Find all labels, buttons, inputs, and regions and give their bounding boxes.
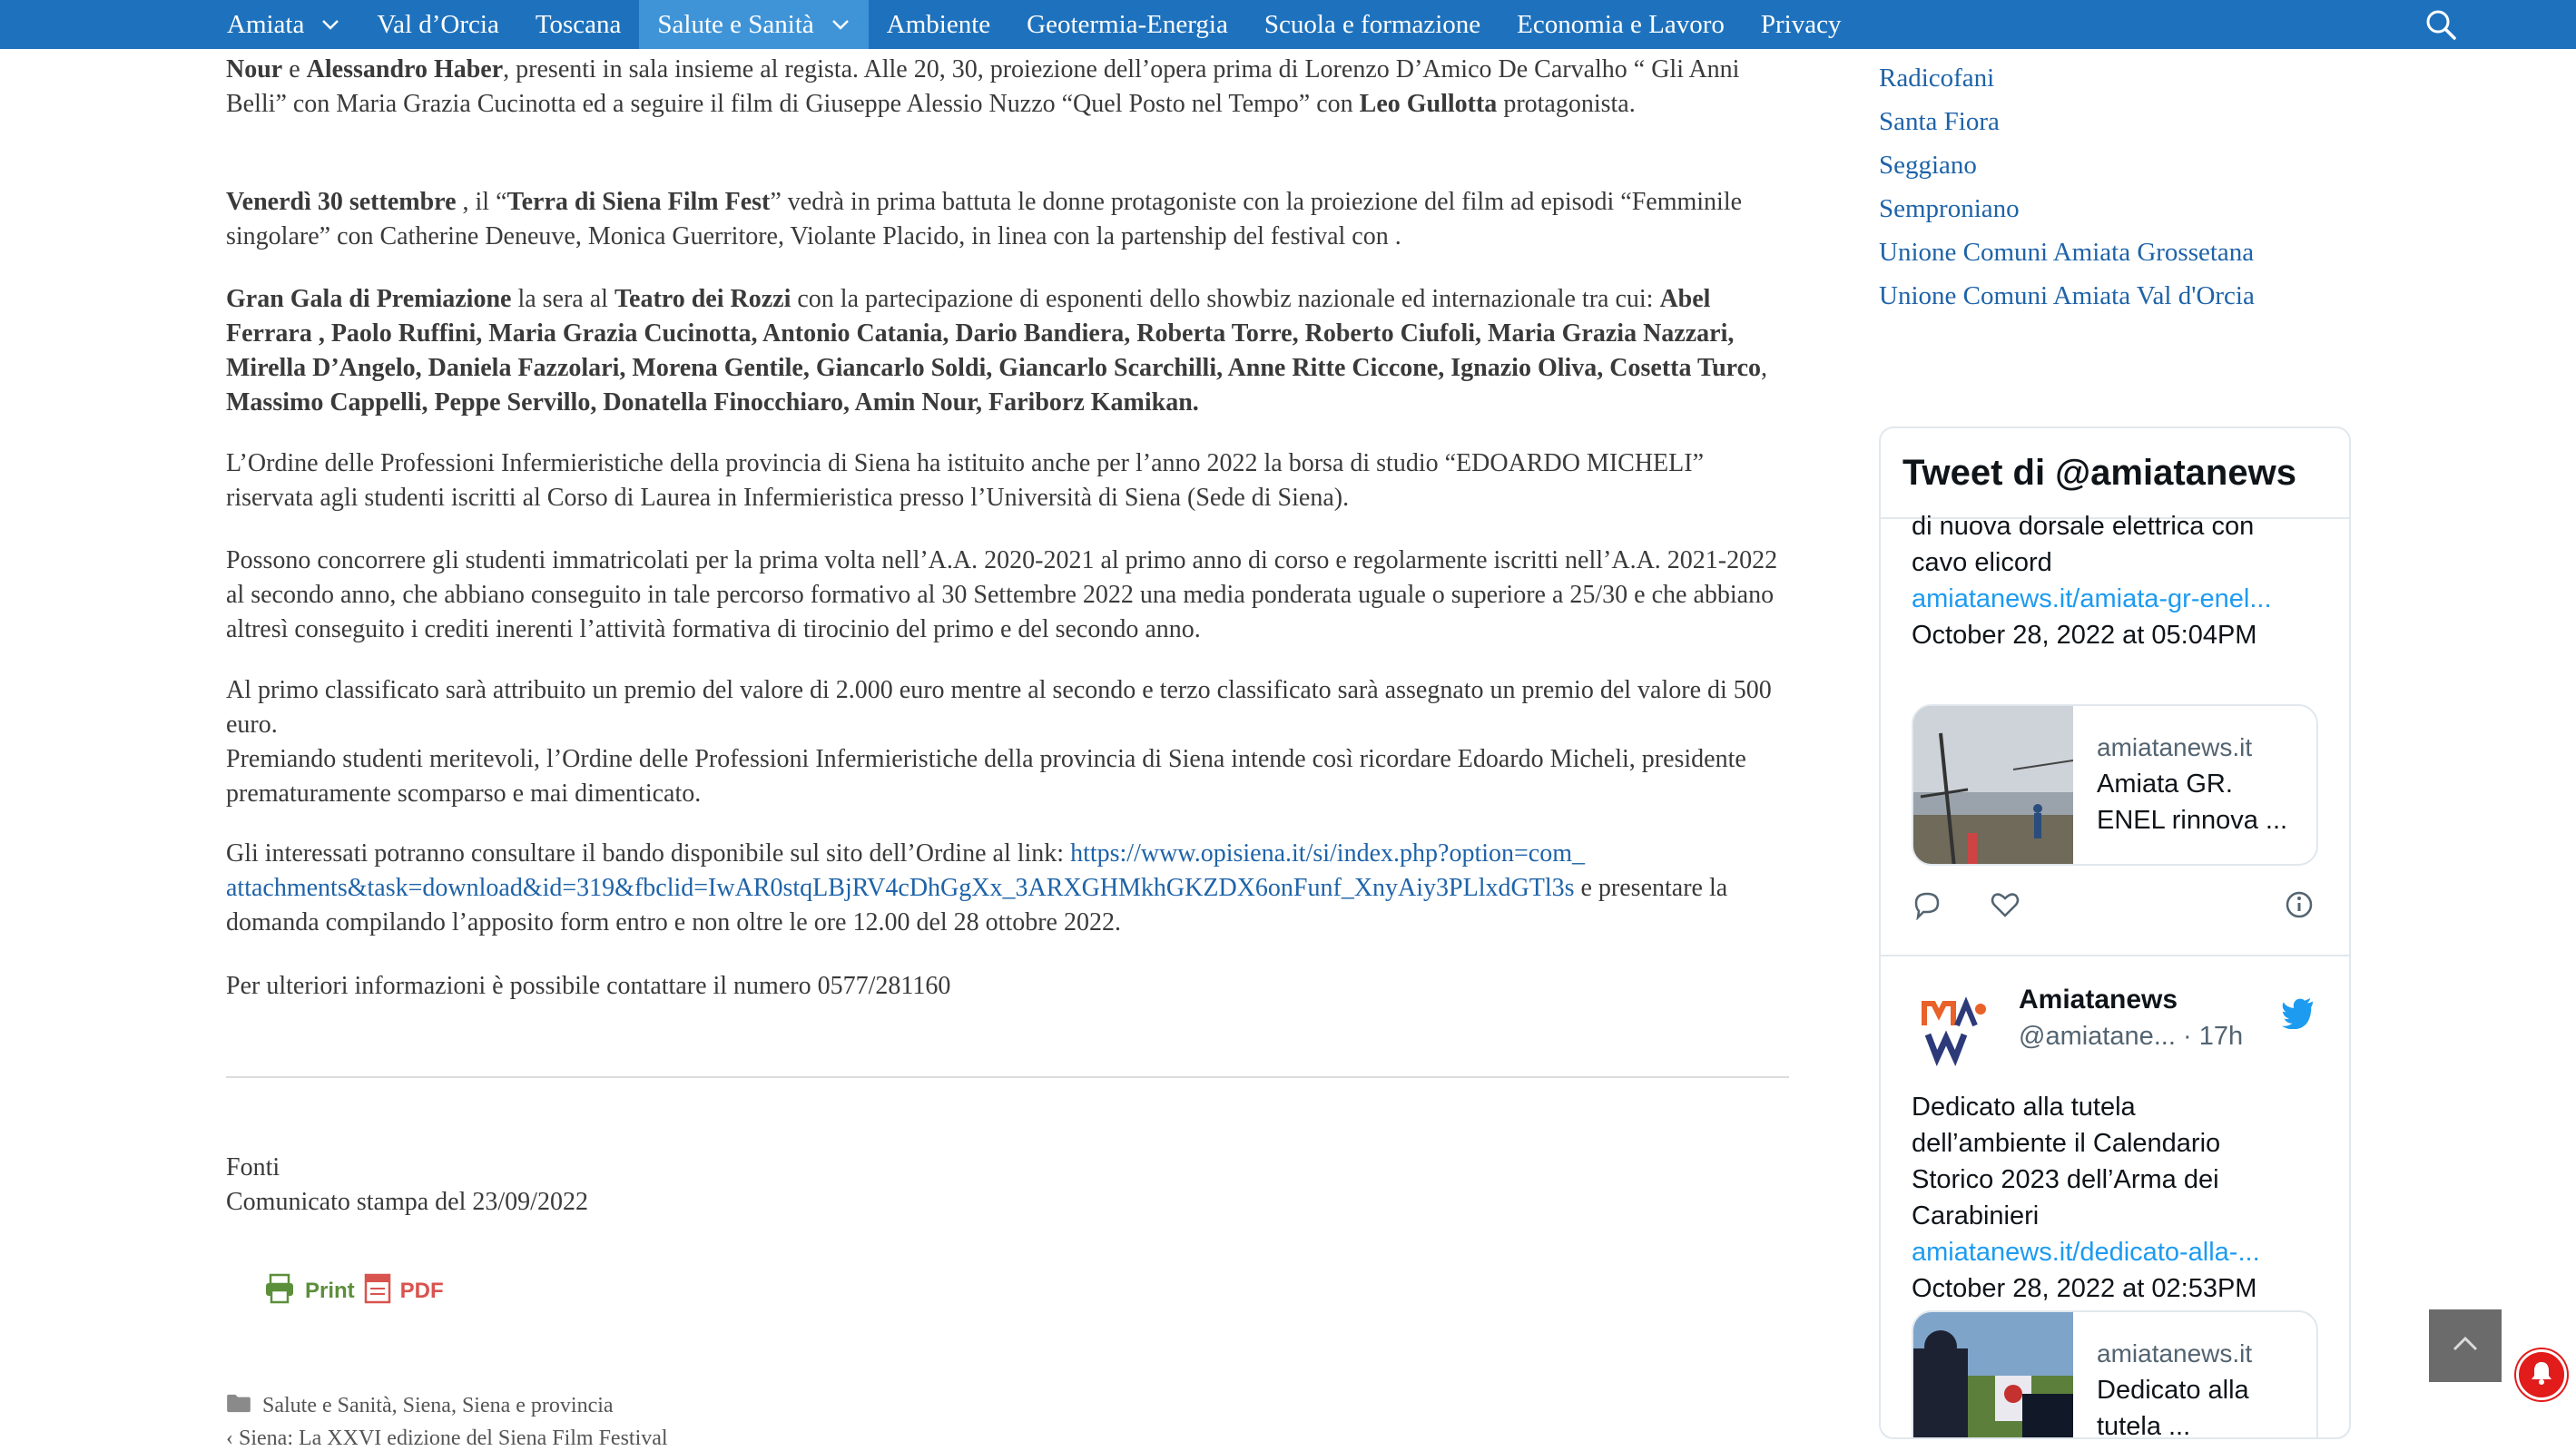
nav-item-ambiente[interactable] <box>869 0 1008 49</box>
bold-text: Leo Gullotta <box>1359 90 1498 118</box>
text: protagonista. <box>1497 90 1636 118</box>
text: la sera al <box>511 285 615 313</box>
text: Gli interessati potranno consultare il bando disponibile sul sito dell’Ordine al link: <box>226 839 1071 868</box>
nav-item-scuola-e-formazione[interactable] <box>1246 0 1499 49</box>
nav-item-label: Scuola e formazione <box>1263 9 1481 39</box>
card-domain: amiatanews.it <box>2097 1339 2253 1368</box>
search-icon[interactable] <box>2424 7 2458 42</box>
card-title: ENEL rinnova ... <box>2097 806 2288 835</box>
nav-item-label: Geotermia-Energia <box>1027 9 1228 39</box>
bold-text: Venerdì 30 settembre <box>226 188 457 216</box>
card-thumbnail <box>1913 706 2073 864</box>
nav-item-salute-e-sanita[interactable] <box>639 0 868 49</box>
sidebar-link-unione-grossetana[interactable]: Unione Comuni Amiata Grossetana <box>1879 238 2255 267</box>
like-heart-icon[interactable] <box>1990 889 2020 925</box>
twitter-widget-header <box>1881 428 2349 519</box>
twitter-widget-title: Tweet di @amiatanews <box>1903 452 2296 493</box>
nav-item-label: Val d’Orcia <box>377 9 499 39</box>
tweet-time: · 17h <box>2182 1022 2244 1051</box>
print-label: Print <box>305 1278 355 1303</box>
nav-item-label: Privacy <box>1760 9 1842 39</box>
card-meta <box>2073 1312 2252 1439</box>
card-title: tutela ... <box>2097 1412 2191 1439</box>
tweet-actions <box>1912 889 2320 926</box>
article-paragraph: Per ulteriori informazioni è possibile contattare il numero 0577/281160 <box>226 972 951 1000</box>
text: e presentare la domanda compilando l’apposito form entro e non oltre le ore 12.00 del 28 ottobre 2022. <box>226 874 1728 936</box>
tweet-link-card[interactable] <box>1912 704 2318 866</box>
tweet-text-line: cavo elicord <box>1912 548 2052 577</box>
sidebar-link-unione-val-dorcia[interactable]: Unione Comuni Amiata Val d'Orcia <box>1879 281 2255 310</box>
chevron-down-icon <box>831 15 850 34</box>
text: , il “ <box>456 188 507 216</box>
sidebar-link-radicofani[interactable]: Radicofani <box>1879 64 1995 93</box>
tweet-author[interactable] <box>1912 982 2243 1069</box>
avatar <box>1912 982 1999 1069</box>
folder-icon <box>226 1393 251 1419</box>
tweet-text-line: Storico 2023 dell’Arma dei <box>1912 1165 2219 1194</box>
tweet-date[interactable]: October 28, 2022 at 02:53PM <box>1912 1274 2257 1303</box>
arrow-left-icon: ‹ <box>226 1426 233 1450</box>
printer-icon <box>263 1272 296 1309</box>
sources-block <box>226 1151 588 1220</box>
card-title: Dedicato alla <box>2097 1376 2249 1405</box>
bell-icon <box>2528 1359 2555 1391</box>
bold-text: Massimo Cappelli, Peppe Servillo, Donatella Finocchiaro, Amin Nour, Fariborz Kamikan. <box>226 388 1199 417</box>
bold-text: Gran Gala di Premiazione <box>226 285 512 313</box>
author-handle: @amiatane... <box>2019 1022 2176 1051</box>
bold-text: Abel Ferrara , Paolo Ruffini, Maria Grazia Cucinotta, Antonio Catania, Dario Bandiera, Roberta Torre, Roberto Ciufoli, Maria Grazia Nazzari, Mirella D’Angelo, Daniela Fazzolari, Morena Gentile, Giancarlo Soldi, Giancarlo Scarchilli, Anne Ritte Ciccone, Ignazio Oliva, Cosetta Turco <box>226 285 1762 382</box>
nav-item-val-dorcia[interactable] <box>359 0 516 49</box>
tweet-text <box>1881 508 2351 653</box>
bold-text: Terra di Siena Film Fest <box>506 188 771 216</box>
text: , <box>1761 354 1768 382</box>
link-text: attachments&task=download&id=319&fbclid=IwAR0stqLBjRV4cDhGgXx_3ARXGHMkhGKZDX6onFunf_XnyAiy3PLlxdGTl3s <box>226 874 1575 902</box>
card-meta <box>2073 706 2287 864</box>
text: ” vedrà in prima battuta le donne protagoniste con la proiezione del film ad episodi “Femminile singolare” con Catherine Deneuve, Monica Guerritore, Violante Placido, in linea con la partenship del festival con . <box>226 188 1743 250</box>
text: , presenti in sala insieme al regista. Alle 20, 30, proiezione dell’opera prima di Lorenzo D’Amico De Carvalho “ Gli Anni Belli” con Maria Grazia Cucinotta ed a seguire il film di Giuseppe Alessio Nuzzo “Quel Posto nel Tempo” con <box>226 55 1740 118</box>
back-to-top-button[interactable] <box>2429 1309 2502 1382</box>
twitter-timeline-widget[interactable] <box>1879 426 2351 1439</box>
chevron-down-icon <box>320 15 340 34</box>
card-domain: amiatanews.it <box>2097 733 2253 761</box>
sidebar-links <box>1879 56 2255 318</box>
sidebar-link-santa-fiora[interactable]: Santa Fiora <box>1879 107 2000 136</box>
nav-item-label: Economia e Lavoro <box>1517 9 1725 39</box>
twitter-bird-icon[interactable] <box>2280 998 2316 1034</box>
bold-text: Nour <box>226 55 283 83</box>
article-paragraph <box>226 673 1789 811</box>
bold-text: Alessandro Haber <box>306 55 504 83</box>
nav-menu <box>209 0 1859 49</box>
sidebar-link-semproniano[interactable]: Semproniano <box>1879 194 2020 223</box>
tweet-date[interactable]: October 28, 2022 at 05:04PM <box>1912 621 2257 650</box>
tweet-text-line: Dedicato alla tutela <box>1912 1093 2136 1122</box>
article-paragraph: L’Ordine delle Professioni Infermieristiche della provincia di Siena ha istituito anche per l’anno 2022 la borsa di studio “EDOARDO MICHELI” riservata agli studenti iscritti al Corso di Laurea in Infermieristica presso l’Università di Siena (Sede di Siena). <box>226 449 1705 512</box>
article-paragraph <box>226 282 1789 420</box>
tweet-link[interactable]: amiatanews.it/dedicato-alla-... <box>1912 1238 2260 1267</box>
main-navigation <box>0 0 2576 49</box>
nav-item-privacy[interactable] <box>1743 0 1860 49</box>
print-pdf-button[interactable] <box>263 1272 444 1309</box>
text: e <box>282 55 307 83</box>
bold-text: Teatro dei Rozzi <box>614 285 791 313</box>
notification-bell-button[interactable] <box>2516 1349 2567 1400</box>
article-paragraph <box>226 837 1789 940</box>
chevron-up-icon <box>2447 1326 2483 1367</box>
tweet-text-line: dell’ambiente il Calendario <box>1912 1129 2221 1158</box>
sources-label: Fonti <box>226 1153 280 1181</box>
author-handle-time <box>2019 1018 2243 1054</box>
card-title: Amiata GR. <box>2097 770 2233 799</box>
category-links[interactable]: Salute e Sanità, Siena, Siena e provincia <box>262 1394 614 1417</box>
pdf-label: PDF <box>399 1278 444 1303</box>
nav-item-geotermia-energia[interactable] <box>1008 0 1246 49</box>
tweet-text-line: di nuova dorsale elettrica con <box>1912 512 2255 541</box>
tweet-link-card[interactable] <box>1912 1310 2318 1439</box>
nav-item-label: Ambiente <box>886 9 991 39</box>
nav-item-label: Amiata <box>227 9 305 39</box>
reply-icon[interactable] <box>1912 889 1942 925</box>
tweet-link[interactable]: amiatanews.it/amiata-gr-enel... <box>1912 584 2272 613</box>
tweet-text <box>1881 1089 2351 1307</box>
author-name: Amiatanews <box>2019 985 2178 1015</box>
tweet-text-line: Carabinieri <box>1912 1201 2040 1230</box>
nav-item-toscana[interactable] <box>517 0 640 49</box>
sources-value: Comunicato stampa del 23/09/2022 <box>226 1188 588 1216</box>
info-icon[interactable] <box>2284 889 2315 925</box>
tweet-separator <box>1881 955 2351 956</box>
previous-post-title: Siena: La XXVI edizione del Siena Film Festival <box>239 1426 668 1450</box>
nav-item-amiata[interactable] <box>209 0 359 49</box>
nav-item-label: Salute e Sanità <box>657 9 814 39</box>
article-paragraph: Possono concorrere gli studenti immatricolati per la prima volta nell’A.A. 2020-2021 al primo anno di corso e regolarmente iscritti nell’A.A. 2021-2022 al secondo anno, che abbiano conseguito in tale percorso formativo al 30 Settembre 2022 una media ponderata uguale o superiore a 25/30 e che abbiano altresì conseguito i crediti inerenti l’attività formativa di tirocinio del primo e del secondo anno. <box>226 546 1778 643</box>
article-paragraph <box>226 53 1789 122</box>
text: Al primo classificato sarà attribuito un premio del valore di 2.000 euro mentre al secondo e terzo classificato sarà assegnato un premio del valore di 500 euro. <box>226 676 1772 739</box>
nav-item-economia-e-lavoro[interactable] <box>1499 0 1743 49</box>
article-paragraph <box>226 185 1789 254</box>
text: con la partecipazione di esponenti dello showbiz nazionale ed internazionale tra cui: <box>791 285 1660 313</box>
sidebar-link-seggiano[interactable]: Seggiano <box>1879 151 1977 180</box>
card-thumbnail <box>1913 1312 2073 1439</box>
divider <box>226 1076 1789 1078</box>
pdf-icon <box>364 1273 391 1309</box>
nav-item-label: Toscana <box>535 9 622 39</box>
post-categories <box>226 1393 614 1419</box>
link-text: https://www.opisiena.it/si/index.php?option=com_ <box>1070 839 1585 868</box>
text: Premiando studenti meritevoli, l’Ordine delle Professioni Infermieristiche della provincia di Siena intende così ricordare Edoardo Micheli, presidente prematuramente scomparso e mai dimenticato. <box>226 745 1746 808</box>
author-info <box>2019 982 2243 1069</box>
